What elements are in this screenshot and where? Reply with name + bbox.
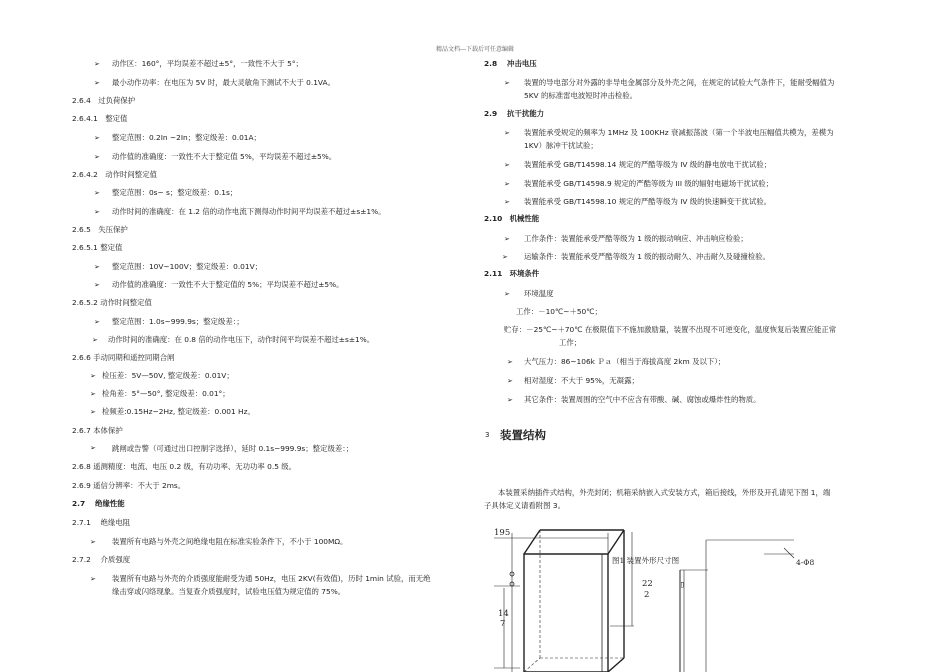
bullet-icon: ➢ — [507, 396, 513, 404]
spec-line: 工作； — [559, 338, 582, 347]
device-outline-figure — [484, 518, 864, 672]
spec-line: 最小动作功率：在电压为 5V 时，最大灵敏角下测试不大于 0.1VA。 — [112, 78, 335, 87]
spec-line: 动作值的准确度：一致性不大于整定值 5%，平均误差不超过±5%。 — [112, 152, 337, 161]
spec-line: 整定范围：10V~100V；整定级差：0.01V； — [112, 262, 263, 271]
section-heading: 2.7 绝缘性能 — [72, 499, 125, 508]
bullet-icon: ➢ — [504, 198, 510, 206]
spec-line: 贮存：－25℃~＋70℃ 在极限值下不施加激励量，装置不出现不可逆变化，温度恢复后装置应能正常 — [504, 325, 837, 334]
spec-line: 装置能承受 GB/T14598.14 规定的严酷等级为 IV 级的静电放电干扰试验； — [524, 160, 772, 169]
spec-line: 跳闸或告警（可通过出口控制字选择），延时 0.1s~999.9s；整定级差：； — [112, 444, 354, 453]
spec-line: 整定范围：0s~ s；整定级差：0.1s； — [112, 188, 238, 197]
section-heading: 2.6.5 失压保护 — [72, 225, 128, 234]
spec-line: 装置能承受 GB/T14598.10 规定的严酷等级为 IV 级的快速瞬变干扰试验。 — [524, 197, 772, 206]
bullet-icon: ➢ — [94, 281, 100, 289]
chapter-number: 3 — [485, 431, 490, 439]
bullet-icon: ➢ — [94, 79, 100, 87]
dim-top-label: 195 — [494, 528, 511, 538]
bullet-icon: ➢ — [507, 358, 513, 366]
bullet-icon: ➢ — [504, 180, 510, 188]
spec-line: 缘击穿或闪络现象。当复查介质强度时，试验电压值为规定值的 75%。 — [112, 587, 346, 596]
spec-line: 动作区：160°，平均误差不超过±5°，一致性不大于 5°； — [112, 59, 303, 68]
section-heading: 2.6.4.2 动作时间整定值 — [72, 170, 157, 179]
bullet-icon: ➢ — [504, 290, 510, 298]
bullet-icon: ➢ — [502, 253, 508, 261]
bullet-icon: ➢ — [90, 444, 96, 452]
dim-right-label: 22 — [642, 579, 653, 589]
bullet-icon: ➢ — [507, 377, 513, 385]
spec-line: 环境温度 — [524, 289, 554, 298]
bullet-icon: ➢ — [90, 538, 96, 546]
spec-line: 装置能承受规定的频率为 1MHz 及 100KHz 衰减振荡波（第一个半波电压幅值共模为，差模为 — [524, 128, 834, 137]
section-heading: 2.9 抗干扰能力 — [484, 109, 545, 118]
spec-line: 检频差:0.15Hz~2Hz, 整定级差：0.001 Hz。 — [102, 407, 255, 416]
body-paragraph: 子具体定义请看附图 3。 — [484, 501, 565, 510]
section-heading: 2.6.7 本体保护 — [72, 426, 123, 435]
bullet-icon: ➢ — [94, 134, 100, 142]
spec-line: 装置所有电路与外壳的介质强度能耐受为通 50Hz，电压 2KV(有效值)，历时 1min 试验，而无绝 — [112, 574, 431, 583]
bullet-icon: ➢ — [94, 318, 100, 326]
bullet-icon: ➢ — [90, 575, 96, 583]
section-heading: 2.10 机械性能 — [484, 214, 540, 223]
figure-caption: 图1 装置外形尺寸图 — [612, 556, 680, 565]
section-heading: 2.7.2 介质强度 — [72, 555, 131, 564]
dim-vertical-mark: ▭ — [678, 581, 686, 588]
bullet-icon: ➢ — [90, 372, 96, 380]
spec-line: 工作：－10℃~＋50℃； — [516, 307, 602, 316]
spec-line: 检角差：5°—50°, 整定级差：0.01°； — [102, 389, 230, 398]
spec-line: 1KV）脉冲干扰试验； — [524, 141, 598, 150]
spec-line: 大气压力：86~106k Ｐａ（相当于海拔高度 2km 及以下）； — [524, 357, 726, 366]
hole-label: 4-Φ8 — [796, 558, 815, 567]
spec-line: 动作时间的准确度：在 0.8 倍的动作电压下，动作时间平均误差不超过±s±1%。 — [108, 335, 375, 344]
bullet-icon: ➢ — [504, 79, 510, 87]
spec-line: 工作条件：装置能承受严酷等级为 1 级的振动响应、冲击响应检验； — [524, 234, 748, 243]
bullet-icon: ➢ — [94, 263, 100, 271]
body-paragraph: 本装置采纳插件式结构，外壳封闭；机箱采纳嵌入式安装方式，箱后接线，外形及开孔请见下图 1，端 — [498, 488, 831, 497]
bullet-icon: ➢ — [90, 408, 96, 416]
bullet-icon: ➢ — [92, 336, 98, 344]
dim-left-label: 7 — [500, 619, 506, 629]
section-heading: 2.6.5.2 动作时间整定值 — [72, 298, 152, 307]
spec-line: 整定范围：1.0s~999.9s；整定级差：； — [112, 317, 244, 326]
bullet-icon: ➢ — [504, 129, 510, 137]
bullet-icon: ➢ — [94, 60, 100, 68]
bullet-icon: ➢ — [90, 390, 96, 398]
bullet-icon: ➢ — [94, 153, 100, 161]
spec-line: 运输条件：装置能承受严酷等级为 1 级的振动耐久、冲击耐久及碰撞检验。 — [524, 252, 770, 261]
section-heading: 2.6.4 过负荷保护 — [72, 96, 136, 105]
section-heading: 2.7.1 绝缘电阻 — [72, 518, 131, 527]
page-header: 精品文档---下载后可任意编辑 — [435, 46, 515, 53]
bullet-icon: ➢ — [504, 235, 510, 243]
bullet-icon: ➢ — [94, 189, 100, 197]
spec-line: 装置能承受 GB/T14598.9 规定的严酷等级为 III 级的辐射电磁场干扰试验； — [524, 179, 774, 188]
spec-line: 动作值的准确度：一致性不大于整定值的 5%；平均误差不超过±5%。 — [112, 280, 344, 289]
bullet-icon: ➢ — [504, 161, 510, 169]
section-heading: 2.6.4.1 整定值 — [72, 114, 128, 123]
section-heading: 2.6.9 遥信分辨率：不大于 2ms。 — [72, 481, 186, 490]
spec-line: 动作时间的准确度：在 1.2 倍的动作电流下测得动作时间平均误差不超过±s±1%。 — [112, 207, 386, 216]
spec-line: 其它条件：装置周围的空气中不应含有带酸、碱、腐蚀或爆炸性的物质。 — [524, 395, 761, 404]
spec-line: 装置所有电路与外壳之间绝缘电阻在标准实验条件下，不小于 100MΩ。 — [112, 537, 348, 546]
section-heading: 2.6.6 手动同期和遥控同期合闸 — [72, 353, 175, 362]
section-heading: 2.8 冲击电压 — [484, 59, 537, 68]
spec-line: 检压差：5V—50V, 整定级差：0.01V； — [102, 371, 234, 380]
section-heading: 2.6.5.1 整定值 — [72, 243, 123, 252]
chapter-title: 装置结构 — [500, 428, 546, 442]
dim-right-label: 2 — [644, 590, 650, 600]
section-heading: 2.11 环境条件 — [484, 269, 540, 278]
section-heading: 2.6.8 遥测精度：电流、电压 0.2 级，有功功率、无功功率 0.5 级。 — [72, 462, 297, 471]
spec-line: 5KV 的标准雷电波短时冲击检验。 — [524, 91, 638, 100]
spec-line: 相对湿度：不大于 95%，无凝露； — [524, 376, 639, 385]
spec-line: 整定范围：0.2In ~2In；整定级差：0.01A； — [112, 133, 261, 142]
bullet-icon: ➢ — [94, 208, 100, 216]
spec-line: 装置的导电部分对外露的非导电金属部分及外壳之间，在规定的试验大气条件下，能耐受幅值为 — [524, 78, 835, 87]
dim-left-label: 14 — [498, 609, 509, 619]
